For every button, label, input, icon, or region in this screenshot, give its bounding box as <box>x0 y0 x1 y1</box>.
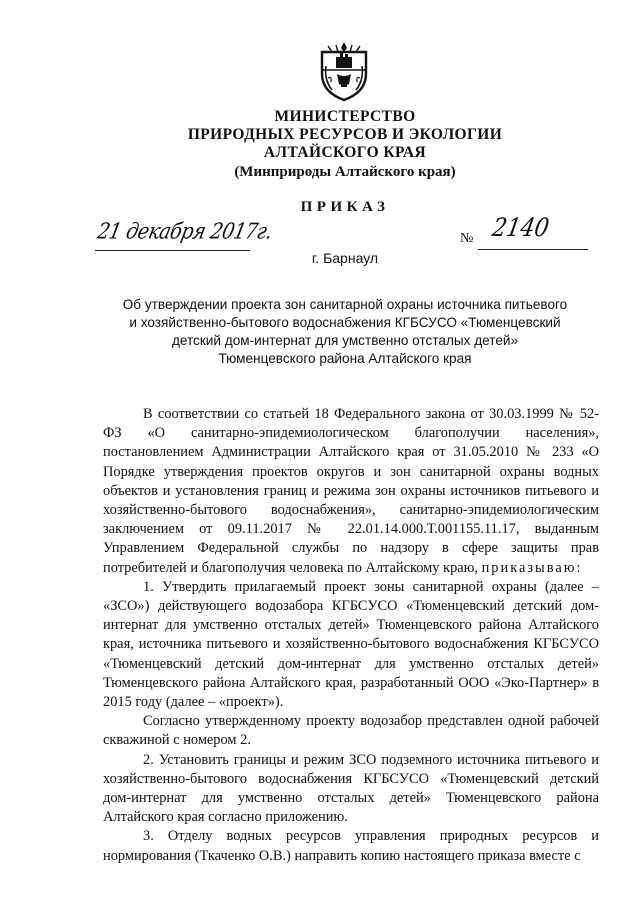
body-paragraph-5: 3. Отделу водных ресурсов управления природных ресурсов и нормирования (Ткаченко О.В.) направить копию настоящего приказа вместе с <box>103 828 599 864</box>
header-line-4: (Минприроды Алтайского края) <box>234 164 456 180</box>
ministry-header <box>120 108 570 181</box>
order-date-handwritten: 21 декабря 2017г. <box>95 218 275 244</box>
subject-line-1: Об утверждении проекта зон санитарной охраны источника питьевого <box>122 297 568 312</box>
body-paragraph-2: 1. Утвердить прилагаемый проект зоны санитарной охраны (далее – «ЗСО») действующего водозабора КГБСУСО «Тюменцевский детский дом-интернат для умственно отсталых детей» Тюменцевского района Алтайского края, источника питьевого и хозяйственно-бытового водоснабжения КГБСУСО «Тюменцевский детский дом-интернат для умственно отсталых детей» Тюменцевского района Алтайского края, разработанный ООО «Эко-Партнер» в 2015 году (далее – «проект»). <box>103 578 599 711</box>
body-paragraph-1 <box>103 405 599 578</box>
order-keyword: приказываю: <box>481 559 583 576</box>
header-line-1: МИНИСТЕРСТВО <box>274 108 416 125</box>
subject-line-4: Тюменцевского района Алтайского края <box>218 351 472 366</box>
body-paragraph-4: 2. Установить границы и режим ЗСО подземного источника питьевого и хозяйственно-бытового водоснабжения КГБСУСО «Тюменцевский детский дом-интернат для умственно отсталых детей» Тюменцевского района Алтайского края согласно приложению. <box>103 751 599 826</box>
order-title: ПРИКАЗ <box>300 199 390 215</box>
body-paragraph-3: Согласно утвержденному проекту водозабор представлен одной рабочей скважиной с номером 2. <box>103 713 599 749</box>
number-sign: № <box>460 231 474 246</box>
city: г. Барнаул <box>311 250 379 266</box>
order-body <box>103 405 599 866</box>
order-subject <box>95 296 595 368</box>
order-number-handwritten: 2140 <box>490 214 552 243</box>
subject-line-2: и хозяйственно-бытового водоснабжения КГБСУСО «Тюменцевский <box>129 315 561 330</box>
coat-of-arms-icon <box>314 40 374 102</box>
subject-line-3: детский дом-интернат для умственно отсталых детей» <box>171 333 519 348</box>
paragraph-1-text: В соответствии со статьей 18 Федерального закона от 30.03.1999 № 52-ФЗ «О санитарно-эпидемиологическом благополучии населения», постановлением Администрации Алтайского края от 31.05.2010 № 233 «О Порядке утверждения проектов округов и зон санитарной охраны водных объектов и установления границ и режима зон охраны источников питьевого и хозяйственно-бытового водоснабжения», санитарно-эпидемиологическим заключением от 09.11.2017 № 22.01.14.000.Т.001155.11.17, выданным Управлением Федеральной службы по надзору в сфере защиты прав потребителей и благополучия человека по Алтайскому краю, <box>103 406 599 576</box>
header-line-3: АЛТАЙСКОГО КРАЯ <box>263 144 427 161</box>
header-line-2: ПРИРОДНЫХ РЕСУРСОВ И ЭКОЛОГИИ <box>187 126 503 143</box>
